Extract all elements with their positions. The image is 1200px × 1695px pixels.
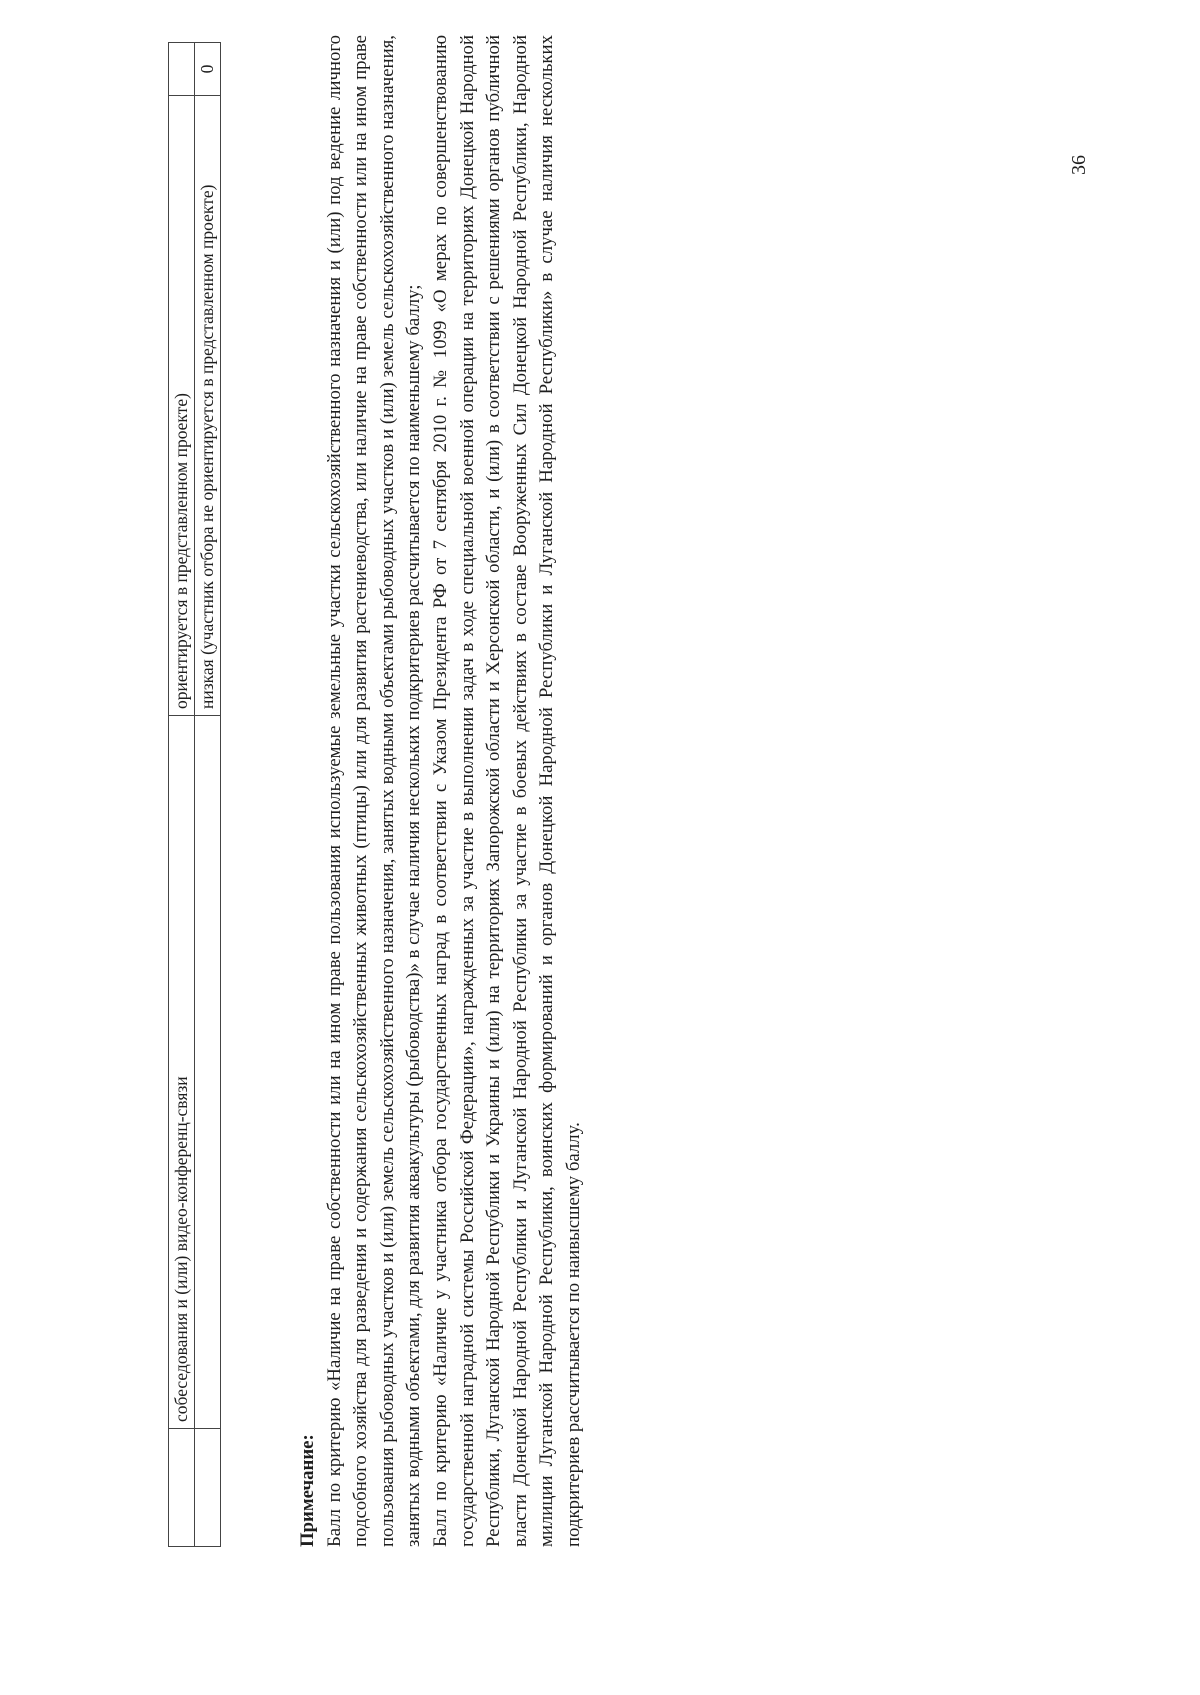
note-section	[295, 35, 588, 1547]
table-cell-assessment: низкая (участник отбора не ориентируется в представленном проекте)	[195, 96, 221, 716]
table-cell-empty	[195, 1429, 221, 1547]
table-cell-assessment: ориентируется в представленном проекте)	[169, 96, 195, 716]
table-cell-score: 0	[195, 43, 221, 96]
page-number: 36	[1068, 155, 1090, 175]
table-cell-empty	[169, 1429, 195, 1547]
table-cell-score	[169, 43, 195, 96]
note-paragraph: Балл по критерию «Наличие у участника отбора государственных наград в соответствии с Указом Президента РФ от 7 сентября 2010 г. № 1099 «О мерах по совершенствованию государственной наградной системы Российской Федерации», награжденных за участие в выполнении задач в ходе специальной военной операции на территориях Донецкой Народной Республики, Луганской Народной Республики и Украины и (или) на территориях Запорожской области и Херсонской области, и (или) в соответствии с решениями органов публичной власти Донецкой Народной Республики и Луганской Народной Республики за участие в боевых действиях в составе Вооруженных Сил Донецкой Народной Республики, Народной милиции Луганской Народной Республики, воинских формирований и органов Донецкой Народной Республики и Луганской Народной Республики» в случае наличия нескольких подкритериев рассчитывается по наивысшему баллу.	[429, 35, 584, 1547]
table-cell-criterion: собеседования и (или) видео-конференц-связи	[169, 716, 195, 1429]
table-cell-empty	[195, 716, 221, 1429]
table-row	[169, 43, 195, 1547]
note-label: Примечание:	[297, 1434, 318, 1547]
note-paragraph: Балл по критерию «Наличие на праве собственности или на ином праве пользования используемые земельные участки сельскохозяйственного назначения и (или) под ведение личного подсобного хозяйства для разведения и содержания сельскохозяйственных животных (птицы) или для развития растениеводства, или наличие на праве собственности или на ином праве пользования рыбоводных участков и (или) земель сельскохозяйственного назначения, занятых водными объектами рыбоводных участков и (или) земель сельскохозяйственного назначения, занятых водными объектами, для развития аквакультуры (рыбоводства)» в случае наличия нескольких подкритериев рассчитывается по наименьшему баллу;	[323, 35, 425, 1547]
table-row	[195, 43, 221, 1547]
criteria-table	[168, 42, 221, 1547]
